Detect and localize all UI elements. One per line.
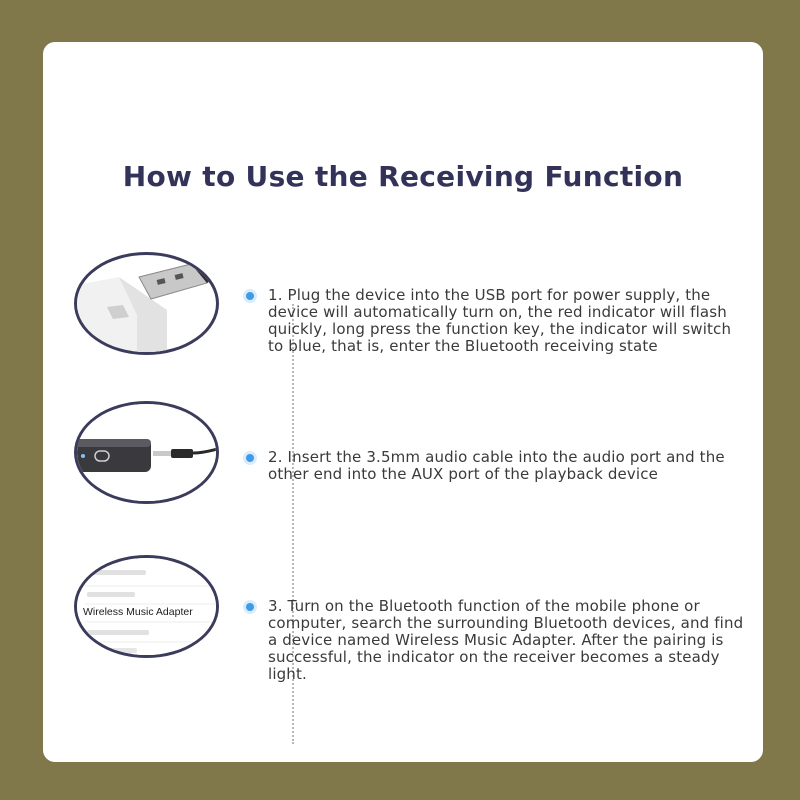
step-3-dot <box>243 600 257 614</box>
page-title: How to Use the Receiving Function <box>122 160 684 193</box>
bluetooth-device-name: Wireless Music Adapter <box>83 606 193 618</box>
step-3-text: 3. Turn on the Bluetooth function of the mobile phone or computer, search the surrounding Bluetooth devices, and find a device named Wireless Music Adapter. After the pairing is successful, the indicator on the receiver becomes a steady light. <box>268 597 744 683</box>
step-1-text: 1. Plug the device into the USB port for power supply, the device will automatically turn on, the red indicator will flash quickly, long press the function key, the indicator will switch to blue, that is, enter the Bluetooth receiving state <box>268 286 732 355</box>
step-2-text: 2. Insert the 3.5mm audio cable into the audio port and the other end into the AUX port of the playback device <box>268 448 725 483</box>
step-1-dot <box>243 289 257 303</box>
audio-jack-icon <box>74 401 219 504</box>
bluetooth-list-icon <box>74 555 219 658</box>
step-2-dot <box>243 451 257 465</box>
usb-adapter-icon <box>74 252 219 355</box>
